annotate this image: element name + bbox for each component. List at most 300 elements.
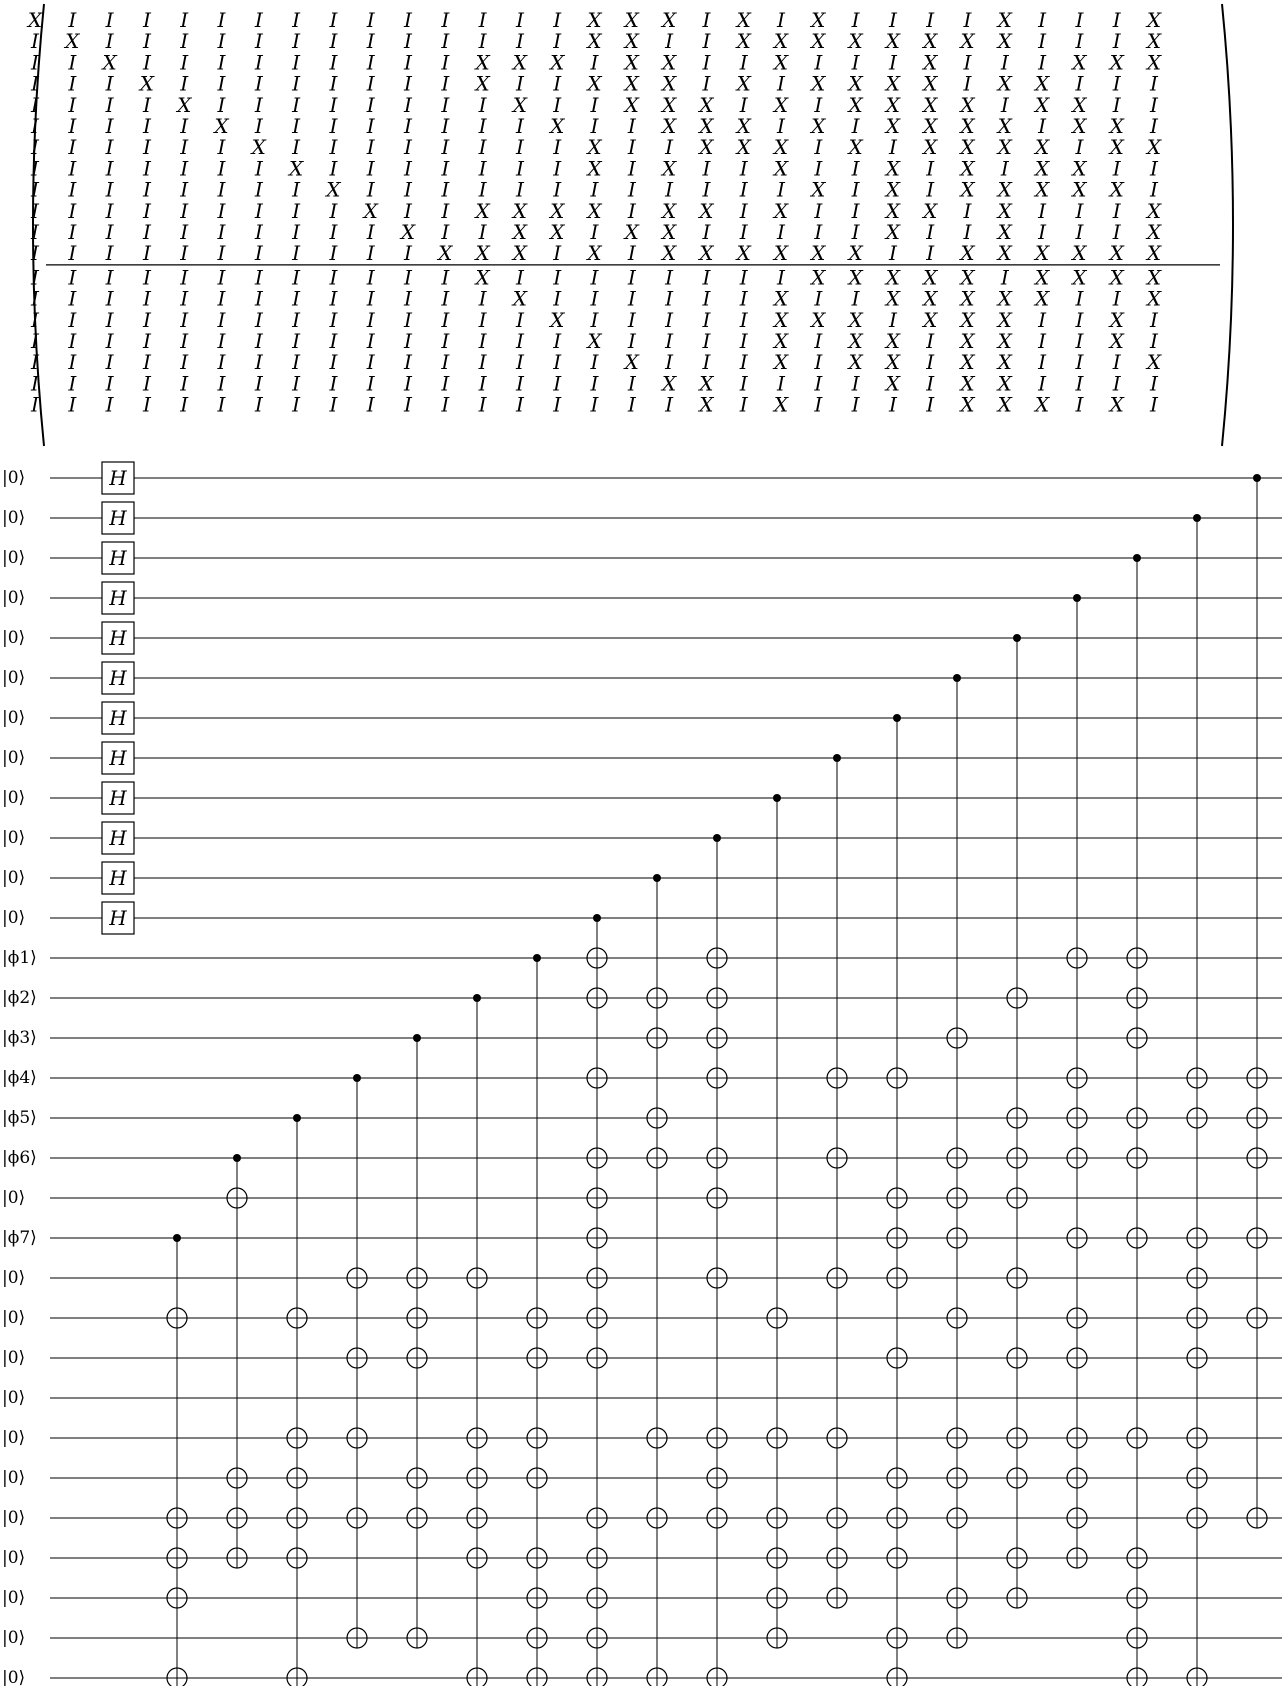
matrix-cell: I (105, 241, 114, 266)
right-paren (1222, 4, 1233, 446)
matrix-cell: I (68, 156, 77, 181)
cnot-column (827, 754, 847, 1608)
matrix-cell: X (773, 156, 789, 181)
matrix-cell: I (926, 220, 935, 244)
matrix-cell: I (68, 220, 77, 244)
control-dot (953, 674, 961, 682)
matrix-cell: I (478, 220, 487, 244)
cnot-column (167, 1234, 187, 1686)
matrix-cell: X (848, 241, 863, 266)
matrix-cell: I (366, 135, 375, 160)
matrix-cell: I (105, 156, 114, 181)
wire-label: |0⟩ (2, 628, 26, 648)
matrix-cell: X (885, 71, 901, 96)
control-dot (1013, 634, 1021, 642)
matrix-cell: I (441, 392, 450, 417)
matrix-cell: I (180, 177, 189, 202)
matrix-cell: I (329, 329, 338, 353)
wire-label: |ϕ2⟩ (2, 988, 37, 1008)
matrix-cell: X (550, 220, 565, 244)
matrix-cell: I (366, 8, 375, 32)
matrix-cell: I (1000, 265, 1009, 290)
matrix-cell: I (254, 286, 263, 311)
matrix-cell: X (773, 329, 789, 353)
matrix-cell: I (814, 329, 823, 353)
matrix-cell: I (217, 220, 226, 244)
matrix-cell: I (777, 371, 785, 396)
matrix-cell: I (441, 286, 450, 311)
matrix-cell: X (661, 71, 677, 96)
matrix-cell: I (1150, 156, 1158, 181)
matrix-cell: I (329, 307, 338, 332)
matrix-cell: I (1038, 307, 1047, 332)
control-dot (833, 754, 841, 762)
matrix-cell: I (404, 8, 412, 32)
matrix-cell: I (180, 371, 189, 396)
matrix-cell: I (739, 220, 748, 244)
matrix-cell: X (997, 114, 1012, 138)
matrix-cell: I (105, 114, 114, 138)
matrix-cell: I (142, 8, 151, 32)
matrix-cell: I (105, 71, 114, 96)
matrix-cell: X (139, 71, 155, 96)
matrix-cell: I (329, 371, 338, 396)
matrix-cell: I (739, 371, 748, 396)
matrix-cell: X (848, 135, 863, 160)
wire-label: |0⟩ (2, 1308, 26, 1328)
matrix-cell: I (404, 392, 412, 417)
matrix-cell: I (515, 350, 524, 375)
matrix-cell: X (811, 29, 826, 54)
control-dot (233, 1154, 241, 1162)
cnot-column (767, 794, 787, 1648)
matrix-cell: I (926, 350, 935, 375)
matrix-cell: X (885, 156, 901, 181)
matrix-cell: I (404, 241, 412, 266)
hadamard-gates (102, 462, 134, 934)
matrix-cell: X (960, 92, 975, 117)
control-dot (1133, 554, 1141, 562)
matrix-cell: X (773, 307, 789, 332)
matrix-cell: I (702, 50, 711, 75)
matrix-cell: I (1075, 307, 1084, 332)
matrix-cell: X (1034, 92, 1050, 117)
matrix-cell: I (1038, 114, 1047, 138)
cnot-column (1187, 514, 1207, 1686)
matrix-cell: I (68, 241, 77, 266)
hadamard-gate-label: H (109, 666, 127, 690)
matrix-cell: I (1000, 92, 1009, 117)
matrix-cell: I (1038, 198, 1047, 223)
matrix-cell: X (885, 265, 901, 290)
matrix-cell: I (1150, 392, 1158, 417)
matrix-cell: X (923, 50, 938, 75)
matrix-cell: I (814, 286, 823, 311)
matrix-cell: I (254, 392, 263, 417)
matrix-cell: I (739, 92, 748, 117)
matrix-cell: I (739, 265, 748, 290)
matrix-cell: I (68, 307, 77, 332)
matrix-cell: I (441, 156, 450, 181)
wire-label: |0⟩ (2, 788, 26, 808)
matrix-cell: X (848, 92, 863, 117)
matrix-cell: X (661, 8, 677, 32)
matrix-cell: I (217, 350, 226, 375)
matrix-cell: I (292, 29, 301, 54)
matrix-cell: X (1109, 307, 1124, 332)
matrix-cell: X (624, 29, 639, 54)
matrix-cell: I (254, 220, 263, 244)
matrix-cell: I (814, 371, 823, 396)
matrix-cell: I (105, 265, 114, 290)
matrix-cell: I (68, 198, 77, 223)
matrix-cell: I (553, 92, 562, 117)
matrix-cell: I (292, 92, 301, 117)
matrix-cell: I (254, 198, 263, 223)
matrix-cell: I (665, 177, 674, 202)
matrix-cell: I (627, 135, 636, 160)
matrix-cell: I (366, 114, 375, 138)
matrix-cell: I (441, 371, 450, 396)
matrix-cell: I (68, 92, 77, 117)
wire-label: |0⟩ (2, 868, 26, 888)
matrix-cell: I (777, 71, 785, 96)
matrix-cell: I (142, 241, 151, 266)
matrix-cell: X (997, 350, 1012, 375)
matrix-cell: I (329, 135, 338, 160)
matrix-cell: I (142, 392, 151, 417)
matrix-cell: X (848, 307, 863, 332)
matrix-cell: X (960, 371, 975, 396)
matrix-cell: X (624, 8, 639, 32)
matrix-cell: I (627, 198, 636, 223)
matrix-cell: I (292, 50, 301, 75)
matrix-cell: X (848, 265, 863, 290)
wire-label: |0⟩ (2, 908, 26, 928)
matrix-body (26, 4, 1233, 446)
cnot-column (407, 1034, 427, 1648)
matrix-cell: I (1000, 156, 1009, 181)
matrix-cell: X (363, 198, 378, 223)
matrix-cell: X (512, 198, 528, 223)
matrix-cell: I (31, 92, 39, 117)
matrix-cell: I (217, 29, 226, 54)
matrix-cell: I (665, 392, 674, 417)
matrix-cell: I (366, 29, 375, 54)
matrix-cell: X (736, 114, 751, 138)
matrix-cell: I (739, 392, 748, 417)
matrix-cell: X (587, 135, 602, 160)
matrix-cell: I (329, 350, 338, 375)
matrix-cell: X (1146, 198, 1162, 223)
matrix-cell: I (441, 177, 450, 202)
matrix-cell: I (366, 350, 375, 375)
matrix-cell: I (1150, 371, 1158, 396)
matrix-cell: X (1034, 265, 1050, 290)
matrix-cell: X (661, 220, 677, 244)
matrix-cell: I (292, 307, 301, 332)
matrix-cell: I (888, 241, 897, 266)
matrix-cell: I (515, 307, 524, 332)
matrix-cell: X (960, 156, 975, 181)
matrix-cell: I (627, 286, 636, 311)
matrix-cell: X (885, 350, 901, 375)
matrix-cell: I (1112, 92, 1121, 117)
matrix-cell: I (68, 8, 77, 32)
matrix-cell: X (923, 92, 938, 117)
matrix-cell: I (777, 265, 785, 290)
matrix-cell: I (68, 329, 77, 353)
matrix-cell: X (997, 241, 1012, 266)
wire-label: |ϕ3⟩ (2, 1028, 37, 1048)
matrix-cell: I (254, 156, 263, 181)
matrix-cell: I (478, 92, 487, 117)
matrix-cell: I (404, 114, 412, 138)
matrix-cell: I (1112, 156, 1121, 181)
matrix-cell: I (515, 29, 524, 54)
hadamard-gate-label: H (109, 786, 127, 810)
matrix-cell: I (814, 392, 823, 417)
matrix-cell: X (1146, 241, 1162, 266)
matrix-cell: I (963, 8, 972, 32)
matrix-cell: I (142, 29, 151, 54)
matrix-cell: I (105, 29, 114, 54)
matrix-cell: I (814, 156, 823, 181)
matrix-cell: I (366, 371, 375, 396)
matrix-cell: X (214, 114, 229, 138)
matrix-cell: X (773, 286, 789, 311)
matrix-cell: I (68, 71, 77, 96)
matrix-cell: I (404, 177, 412, 202)
matrix-cell: I (180, 29, 189, 54)
wire-label: |ϕ5⟩ (2, 1108, 37, 1128)
matrix-cell: X (736, 29, 751, 54)
matrix-cell: I (590, 286, 599, 311)
matrix-cell: X (923, 198, 938, 223)
cnot-gates (167, 474, 1267, 1686)
matrix-cell: I (665, 350, 674, 375)
matrix-cell: I (441, 29, 450, 54)
control-dot (533, 954, 541, 962)
matrix-cell: I (31, 329, 39, 353)
matrix-cell: I (366, 177, 375, 202)
matrix-cell: I (851, 114, 860, 138)
cnot-column (527, 954, 547, 1686)
matrix-cell: X (1109, 392, 1124, 417)
wire-label: |ϕ6⟩ (2, 1148, 37, 1168)
matrix-cell: I (553, 371, 562, 396)
hadamard-gate-label: H (109, 626, 127, 650)
wire-label: |0⟩ (2, 1388, 26, 1408)
matrix-cell: I (1112, 8, 1121, 32)
matrix-cell: I (180, 156, 189, 181)
matrix-cell: I (180, 392, 189, 417)
matrix-cell: I (366, 329, 375, 353)
matrix-cell: I (590, 265, 599, 290)
matrix-cell: I (31, 286, 39, 311)
matrix-cell: X (661, 156, 677, 181)
matrix-cell: I (1112, 71, 1121, 96)
matrix-cell: X (400, 220, 416, 244)
matrix-cell: I (1075, 350, 1084, 375)
matrix-cell: X (475, 50, 490, 75)
matrix-cell: X (997, 307, 1012, 332)
control-dot (593, 914, 601, 922)
matrix-cell: I (739, 329, 748, 353)
matrix-cell: X (661, 92, 677, 117)
wire-label: |0⟩ (2, 1468, 26, 1488)
matrix-cell: I (1038, 350, 1047, 375)
matrix-cell: X (1072, 177, 1087, 202)
matrix-cell: I (963, 220, 972, 244)
matrix-cell: X (885, 371, 901, 396)
matrix-cell: X (512, 220, 528, 244)
matrix-cell: I (963, 50, 972, 75)
matrix-cell: I (515, 156, 524, 181)
wire-label: |ϕ7⟩ (2, 1228, 37, 1248)
matrix-cell: I (1150, 307, 1158, 332)
matrix-cell: X (997, 286, 1012, 311)
matrix-cell: I (105, 220, 114, 244)
matrix-cell: X (885, 329, 901, 353)
control-dot (1253, 474, 1261, 482)
matrix-cell: I (515, 135, 524, 160)
matrix-cell: I (441, 220, 450, 244)
matrix-cell: X (1034, 135, 1050, 160)
matrix-cell: X (661, 50, 677, 75)
matrix-cell: I (217, 156, 226, 181)
matrix-row (30, 241, 1162, 265)
matrix-cell: X (848, 29, 863, 54)
matrix-cell: X (997, 177, 1012, 202)
matrix-cell: I (777, 114, 785, 138)
matrix-cell: X (960, 241, 975, 266)
matrix-cell: I (68, 50, 77, 75)
hadamard-gate-label: H (109, 586, 127, 610)
matrix-cell: X (1109, 265, 1124, 290)
matrix-cell: X (1109, 50, 1124, 75)
matrix-cell: I (702, 265, 711, 290)
cnot-column (1007, 634, 1027, 1608)
matrix-cell: X (1146, 350, 1162, 375)
matrix-cell: X (1146, 265, 1162, 290)
matrix-cell: I (1112, 198, 1121, 223)
wire-label: |0⟩ (2, 1428, 26, 1448)
matrix-cell: X (960, 307, 975, 332)
matrix-cell: I (553, 8, 562, 32)
matrix-cell: X (773, 50, 789, 75)
matrix-cell: I (31, 392, 39, 417)
matrix-cell: X (1034, 177, 1050, 202)
matrix-cell: I (366, 220, 375, 244)
matrix-cell: I (31, 50, 39, 75)
matrix-cell: I (329, 198, 338, 223)
matrix-cell: X (661, 114, 677, 138)
control-dot (353, 1074, 361, 1082)
matrix-cell: I (702, 329, 711, 353)
matrix-cell: I (366, 241, 375, 266)
matrix-cell: I (665, 135, 674, 160)
matrix-cell: I (142, 198, 151, 223)
matrix-cell: I (553, 350, 562, 375)
matrix-cell: X (177, 92, 192, 117)
matrix-cell: I (478, 371, 487, 396)
matrix-cell: I (515, 329, 524, 353)
matrix-cell: X (102, 50, 117, 75)
matrix-cell: X (1146, 135, 1162, 160)
matrix-cell: I (627, 177, 636, 202)
matrix-cell: X (960, 114, 975, 138)
matrix-cell: X (960, 135, 975, 160)
matrix-cell: X (1109, 135, 1124, 160)
control-dot (473, 994, 481, 1002)
matrix-cell: I (292, 177, 301, 202)
matrix-cell: I (888, 135, 897, 160)
matrix-cell: X (736, 8, 751, 32)
matrix-cell: I (180, 329, 189, 353)
matrix-cell: I (851, 286, 860, 311)
matrix-cell: X (65, 29, 80, 54)
matrix-cell: I (404, 350, 412, 375)
cnot-column (347, 1074, 367, 1648)
matrix-cell: I (1038, 8, 1047, 32)
control-dot (1073, 594, 1081, 602)
matrix-cell: I (590, 177, 599, 202)
matrix-cell: X (960, 177, 975, 202)
matrix-cell: I (68, 371, 77, 396)
matrix-cell: X (960, 392, 975, 417)
matrix-cell: I (254, 241, 263, 266)
matrix-cell: I (702, 71, 711, 96)
matrix-cell: X (997, 8, 1012, 32)
matrix-cell: X (1034, 156, 1050, 181)
matrix-cell: I (1075, 198, 1084, 223)
matrix-cell: I (254, 329, 263, 353)
matrix-cell: I (590, 50, 599, 75)
matrix-cell: X (512, 92, 528, 117)
matrix-cell: I (441, 50, 450, 75)
matrix-cell: I (1075, 29, 1084, 54)
wire-label: |0⟩ (2, 468, 26, 488)
matrix-cell: I (180, 114, 189, 138)
matrix-cell: I (926, 329, 935, 353)
matrix-cell: I (478, 329, 487, 353)
matrix-cell: I (478, 114, 487, 138)
matrix-cell: I (105, 371, 114, 396)
matrix-cell: I (553, 177, 562, 202)
matrix-cell: I (31, 350, 39, 375)
matrix-cell: I (888, 392, 897, 417)
matrix-cell: I (851, 392, 860, 417)
matrix-cell: I (627, 114, 636, 138)
matrix-cell: I (292, 350, 301, 375)
matrix-cell: I (217, 329, 226, 353)
matrix-cell: X (475, 71, 490, 96)
wire-label: |ϕ4⟩ (2, 1068, 37, 1088)
matrix-cell: I (292, 392, 301, 417)
wire-label: |0⟩ (2, 708, 26, 728)
matrix-cell: X (1109, 329, 1124, 353)
matrix-cell: X (587, 156, 602, 181)
matrix-cell: I (68, 350, 77, 375)
matrix-cell: I (1112, 350, 1121, 375)
matrix-cell: X (661, 241, 677, 266)
matrix-cell: I (478, 307, 487, 332)
matrix-cell: I (366, 265, 375, 290)
matrix-cell: I (441, 329, 450, 353)
matrix-cell: I (142, 114, 151, 138)
matrix-cell: X (251, 135, 266, 160)
